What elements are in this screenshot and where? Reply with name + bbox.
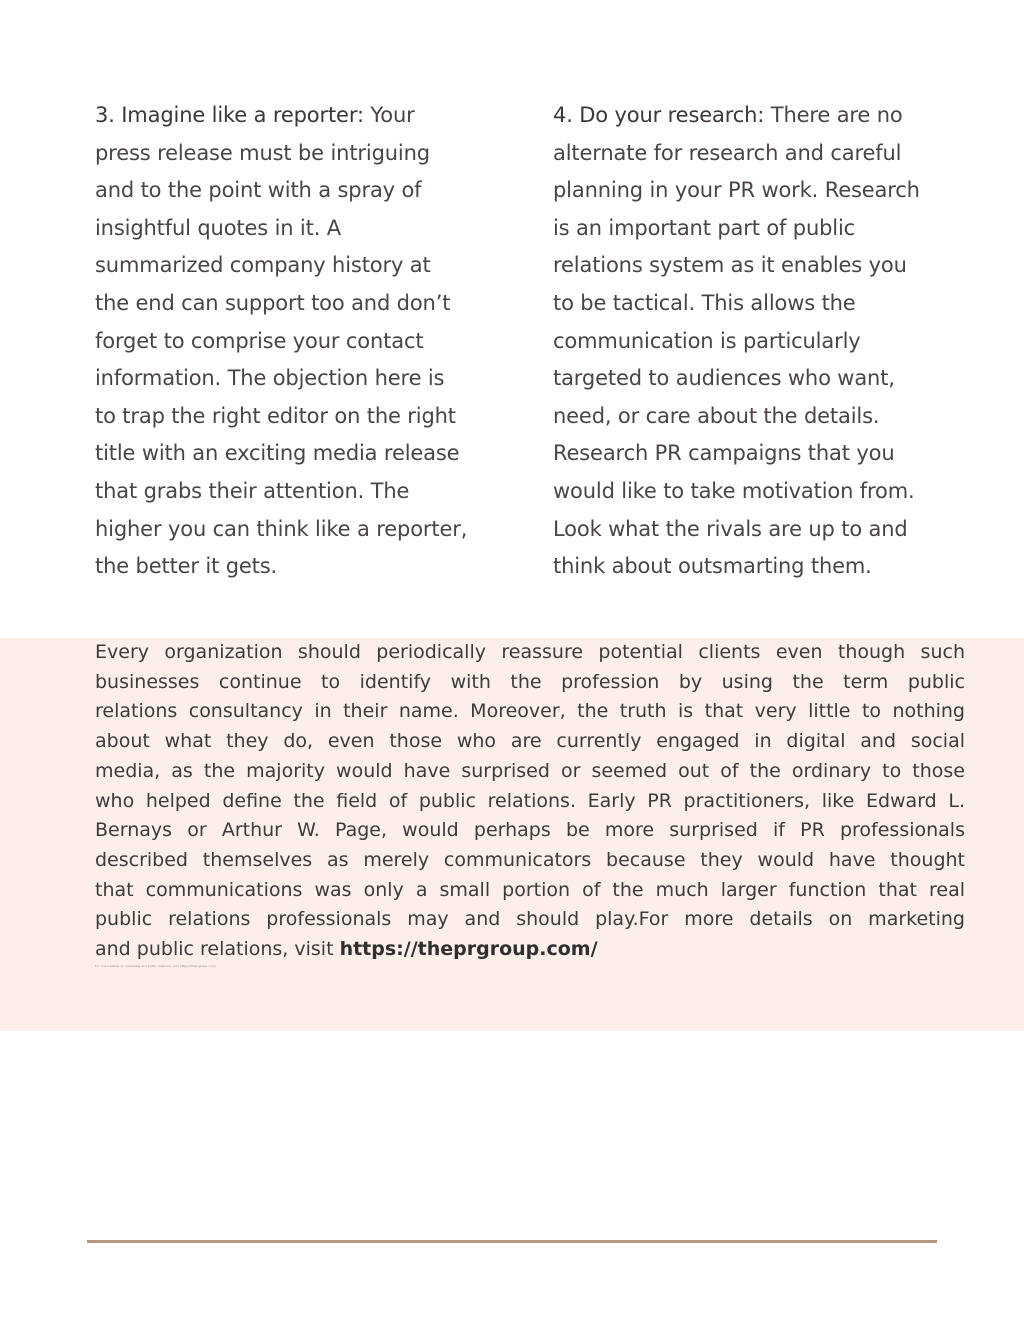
tip-3-line: insightful quotes in it. A	[95, 215, 341, 240]
tip-4-line: relations system as it enables you	[553, 253, 907, 278]
band-line: businesses continue to identify with the profession by using the term public	[95, 670, 965, 693]
tip-3-line: the better it gets.	[95, 554, 278, 579]
tip-4-line: targeted to audiences who want,	[553, 366, 895, 391]
tip-4-line-1-text: There are no	[770, 103, 903, 127]
tip-4-line: Look what the rivals are up to and	[553, 516, 908, 541]
tip-4-line: would like to take motivation from.	[553, 478, 915, 503]
band-line: media, as the majority would have surprised or seemed out of the ordinary to those	[95, 759, 965, 782]
website-link[interactable]: https://theprgroup.com/	[339, 938, 598, 961]
tip-3-line: that grabs their attention. The	[95, 478, 410, 503]
tip-3-line-1	[95, 97, 505, 135]
band-line: who helped define the field of public relations. Early PR practitioners, like Edward L.	[95, 789, 965, 812]
tip-4-line: think about outsmarting them.	[553, 554, 872, 579]
tip-4-column	[553, 97, 973, 586]
band-line: relations consultancy in their name. Moreover, the truth is that very little to nothing	[95, 700, 965, 723]
tip-4-line: need, or care about the details.	[553, 403, 880, 428]
tip-4-line: is an important part of public	[553, 215, 856, 240]
tip-4-line: planning in your PR work. Research	[553, 178, 920, 203]
tip-3-line: press release must be intriguing	[95, 140, 430, 165]
tip-3-heading: 3. Imagine like a reporter:	[95, 103, 364, 127]
tip-3-line: title with an exciting media release	[95, 441, 460, 466]
tip-4-line: to be tactical. This allows the	[553, 290, 856, 315]
band-line: Bernays or Arthur W. Page, would perhaps be more surprised if PR professionals	[95, 819, 965, 842]
band-line: about what they do, even those who are currently engaged in digital and social	[95, 730, 965, 753]
tip-4-heading: 4. Do your research:	[553, 103, 765, 127]
tip-4-line: Research PR campaigns that you	[553, 441, 895, 466]
band-line: that communications was only a small portion of the much larger function that real	[95, 878, 965, 901]
tip-3-line: to trap the right editor on the right	[95, 403, 456, 428]
tip-3-line: summarized company history at	[95, 253, 431, 278]
tip-3-line: higher you can think like a reporter,	[95, 516, 468, 541]
tip-4-line: alternate for research and careful	[553, 140, 902, 165]
band-last-line	[95, 935, 965, 965]
tip-3-column	[95, 97, 505, 586]
band-line: Every organization should periodically reassure potential clients even though such	[95, 641, 965, 663]
footer-divider	[87, 1240, 937, 1243]
tip-3-line: forget to comprise your contact	[95, 328, 424, 353]
band-line: public relations professionals may and should play.For more details on marketing	[95, 908, 965, 931]
tip-3-line: and to the point with a spray of	[95, 178, 422, 203]
tip-4-line: communication is particularly	[553, 328, 861, 353]
tiny-footnote: For more details on marketing and public relations, visit https://theprgroup.com/	[95, 964, 216, 968]
band-last-line-prefix: and public relations, visit	[95, 938, 334, 961]
tip-3-line: the end can support too and don’t	[95, 290, 451, 315]
band-paragraph	[95, 638, 965, 965]
tip-3-line-1-text: Your	[370, 103, 415, 127]
tip-3-line: information. The objection here is	[95, 366, 445, 391]
band-line: described themselves as merely communicators because they would have thought	[95, 848, 965, 871]
tip-4-line-1	[553, 97, 973, 135]
